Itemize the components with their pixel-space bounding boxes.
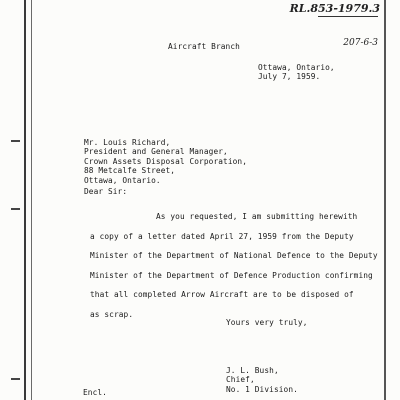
body-line: Minister of the Department of National Defence to the Deputy xyxy=(90,251,378,260)
right-edge-line xyxy=(384,0,386,400)
margin-tick xyxy=(11,378,20,380)
margin-tick xyxy=(11,208,20,210)
left-binding-line xyxy=(24,0,26,400)
handwritten-reference: RL.853-1979.3 xyxy=(289,2,380,15)
address-line: 88 Metcalfe Street, xyxy=(84,166,176,176)
letter-body xyxy=(90,207,378,324)
body-line: that all completed Arrow Aircraft are to be disposed of xyxy=(90,290,354,299)
file-number: 207-6-3 xyxy=(343,38,378,48)
body-line: as scrap. xyxy=(90,309,134,319)
address-line: Mr. Louis Richard, xyxy=(84,138,171,147)
signature-block xyxy=(226,366,298,394)
date-line: July 7, 1959. xyxy=(258,72,321,81)
enclosure-note: Encl. xyxy=(83,388,107,397)
signature-line: No. 1 Division. xyxy=(226,384,298,394)
left-margin-line xyxy=(31,0,32,400)
address-line: Crown Assets Disposal Corporation, xyxy=(84,156,247,166)
salutation: Dear Sir: xyxy=(84,187,128,196)
body-line: a copy of a letter dated April 27, 1959 from the Deputy xyxy=(90,231,354,241)
reference-underline xyxy=(318,16,378,17)
branch-heading: Aircraft Branch xyxy=(168,42,240,51)
body-line: As you requested, I am submitting herewith xyxy=(156,212,358,221)
address-line: President and General Manager, xyxy=(84,147,228,157)
recipient-address xyxy=(84,138,247,185)
closing: Yours very truly, xyxy=(226,318,308,327)
signature-line: Chief, xyxy=(226,375,255,385)
margin-tick xyxy=(11,140,20,142)
body-line: Minister of the Department of Defence Production confirming xyxy=(90,270,373,280)
place-line: Ottawa, Ontario, xyxy=(258,63,335,72)
address-line: Ottawa, Ontario. xyxy=(84,175,161,185)
signature-line: J. L. Bush, xyxy=(226,366,279,375)
